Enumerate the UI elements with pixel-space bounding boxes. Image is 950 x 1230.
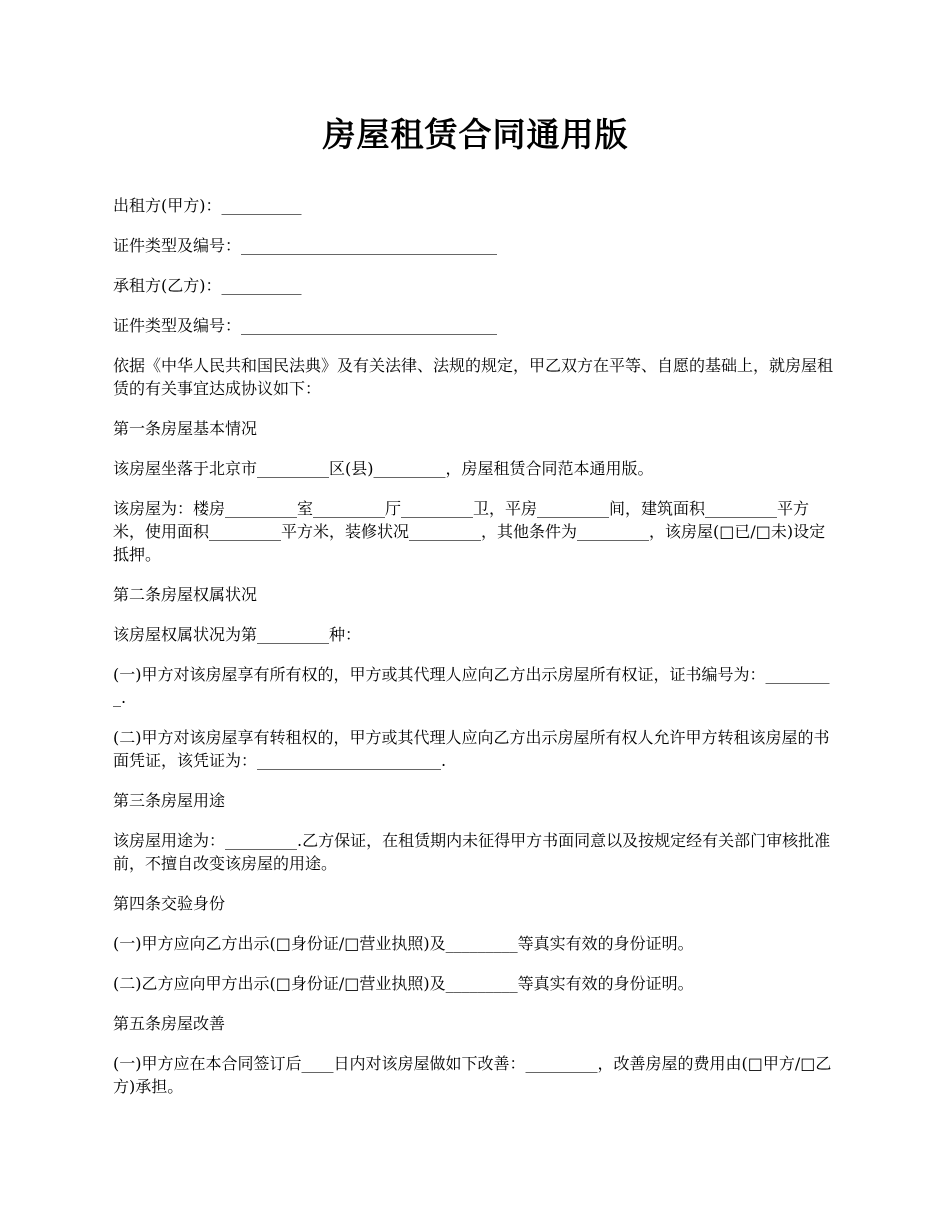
- lessee-id-line: 证件类型及编号：________________________________: [113, 316, 498, 335]
- lessee-line: 承租方(乙方)：__________: [113, 276, 302, 295]
- lessor-id-line: 证件类型及编号：________________________________: [113, 236, 498, 255]
- article-3-heading: 第三条房屋用途: [113, 791, 226, 810]
- article-1-details: 该房屋为：楼房_________室_________厅_________卫，平房_________间，建筑面积_________平方米，使用面积_________平方米，装修状况_________，其他条件为_________，该房屋(□已/□未)设定抵押。: [113, 499, 826, 564]
- article-4-heading: 第四条交验身份: [113, 894, 226, 913]
- article-4-clause-2: (二)乙方应向甲方出示(□身份证/□营业执照)及_________等真实有效的身份证明。: [113, 974, 694, 993]
- article-2-clause-2: (二)甲方对该房屋享有转租权的，甲方或其代理人应向乙方出示房屋所有权人允许甲方转租该房屋的书面凭证，该凭证为：_______________________.: [113, 728, 830, 770]
- article-1-heading: 第一条房屋基本情况: [113, 419, 258, 438]
- article-2-clause-1: (一)甲方对该房屋享有所有权的，甲方或其代理人应向乙方出示房屋所有权证，证书编号为：_________.: [113, 665, 830, 707]
- article-2-heading: 第二条房屋权属状况: [113, 585, 258, 604]
- preamble-paragraph: 依据《中华人民共和国民法典》及有关法律、法规的规定，甲乙双方在平等、自愿的基础上，就房屋租赁的有关事宜达成协议如下：: [113, 356, 834, 398]
- article-4-clause-1: (一)甲方应向乙方出示(□身份证/□营业执照)及_________等真实有效的身份证明。: [113, 934, 694, 953]
- article-5-clause-1: (一)甲方应在本合同签订后____日内对该房屋做如下改善：_________，改善房屋的费用由(□甲方/□乙方)承担。: [113, 1054, 832, 1096]
- article-2-type: 该房屋权属状况为第_________种：: [113, 625, 362, 644]
- document-title: 房屋租赁合同通用版: [322, 115, 629, 154]
- lessor-line: 出租方(甲方)：__________: [113, 196, 302, 215]
- article-3-usage: 该房屋用途为：_________.乙方保证，在租赁期内未征得甲方书面同意以及按规定经有关部门审核批准前，不擅自改变该房屋的用途。: [113, 831, 831, 873]
- article-1-location: 该房屋坐落于北京市_________区(县)_________，房屋租赁合同范本通用版。: [113, 459, 654, 478]
- article-5-heading: 第五条房屋改善: [113, 1014, 226, 1033]
